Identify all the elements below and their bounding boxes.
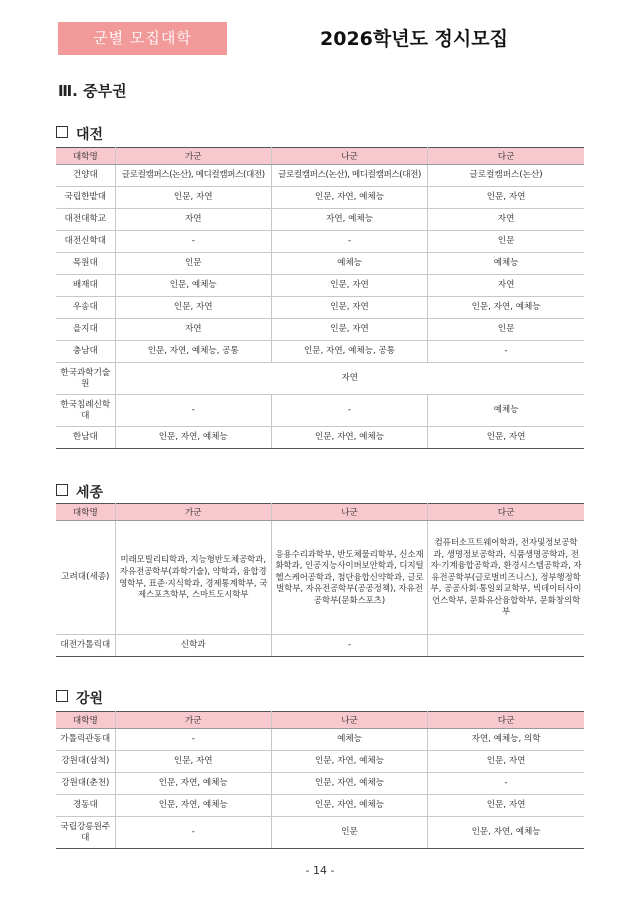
cell-da: 예체능 xyxy=(428,395,584,427)
univ-name: 고려대(세종) xyxy=(56,521,115,635)
cell-na: 자연, 예체능 xyxy=(271,209,427,231)
cell-ga: 신학과 xyxy=(115,635,271,657)
table-row xyxy=(56,729,584,751)
univ-name: 강원대(춘천) xyxy=(56,773,115,795)
univ-name: 한국과학기술원 xyxy=(56,363,115,395)
cell-na: 예체능 xyxy=(271,729,427,751)
cell-na: 글로컬캠퍼스(논산), 메디컬캠퍼스(대전) xyxy=(271,165,427,187)
table-row xyxy=(56,187,584,209)
table-daejeon xyxy=(56,147,584,449)
cell-ga: - xyxy=(115,395,271,427)
cell-ga: - xyxy=(115,729,271,751)
page-title: 2026학년도 정시모집 xyxy=(320,28,508,50)
univ-name: 충남대 xyxy=(56,341,115,363)
univ-name: 국립한밭대 xyxy=(56,187,115,209)
cell-na: - xyxy=(271,231,427,253)
table-row xyxy=(56,395,584,427)
table-row xyxy=(56,275,584,297)
univ-name: 우송대 xyxy=(56,297,115,319)
table-row xyxy=(56,363,584,395)
col-header-ga: 가군 xyxy=(115,712,271,729)
univ-name: 한국침례신학대 xyxy=(56,395,115,427)
cell-da: 인문, 자연, 예체능 xyxy=(428,817,584,849)
cell-da: - xyxy=(428,773,584,795)
cell-na: 응용수리과학부, 반도체물리학부, 신소재화학과, 인공지능사이버보안학과, 디지털헬스케어공학과, 첨단융합신약학과, 글로벌학부, 자유전공학부(공공정책), 자유전공학부(문화스포츠) xyxy=(271,521,427,635)
cell-na: 인문, 자연 xyxy=(271,275,427,297)
univ-name: 대전가톨릭대 xyxy=(56,635,115,657)
col-header-ga: 가군 xyxy=(115,504,271,521)
cell-na: 인문 xyxy=(271,817,427,849)
col-header-ga: 가군 xyxy=(115,148,271,165)
cell-da: 글로컬캠퍼스(논산) xyxy=(428,165,584,187)
table-row xyxy=(56,817,584,849)
cell-ga: 인문, 자연, 예체능, 공통 xyxy=(115,341,271,363)
cell-da: 인문 xyxy=(428,319,584,341)
cell-da: 자연 xyxy=(428,209,584,231)
checkbox-square-icon xyxy=(56,484,68,496)
univ-name: 국립강릉원주대 xyxy=(56,817,115,849)
cell-na: - xyxy=(271,635,427,657)
cell-da: 인문 xyxy=(428,231,584,253)
cell-ga: 글로컬캠퍼스(논산), 메디컬캠퍼스(대전) xyxy=(115,165,271,187)
cell-ga: - xyxy=(115,817,271,849)
cell-da: 자연 xyxy=(428,275,584,297)
checkbox-square-icon xyxy=(56,690,68,702)
col-header-univ: 대학명 xyxy=(56,712,115,729)
univ-name: 가톨릭관동대 xyxy=(56,729,115,751)
cell-na: - xyxy=(271,395,427,427)
cell-na: 인문, 자연, 예체능 xyxy=(271,187,427,209)
table-row xyxy=(56,319,584,341)
cell-na: 인문, 자연, 예체능 xyxy=(271,795,427,817)
cell-ga: 미래모빌리티학과, 지능형반도체공학과, 자유전공학부(과학기술), 약학과, 융합경영학부, 표준·지식학과, 경제통계학부, 국제스포츠학부, 스마트도시학부 xyxy=(115,521,271,635)
univ-name: 배재대 xyxy=(56,275,115,297)
cell-na: 인문, 자연, 예체능 xyxy=(271,427,427,449)
col-header-univ: 대학명 xyxy=(56,504,115,521)
col-header-na: 나군 xyxy=(271,148,427,165)
cell-ga: 인문, 자연 xyxy=(115,297,271,319)
cell-ga: 인문, 자연 xyxy=(115,751,271,773)
cell-na: 인문, 자연 xyxy=(271,319,427,341)
region-name: 세종 xyxy=(76,485,104,501)
table-row xyxy=(56,635,584,657)
cell-na: 인문, 자연 xyxy=(271,297,427,319)
table-row xyxy=(56,341,584,363)
univ-name: 목원대 xyxy=(56,253,115,275)
cell-da: 인문, 자연 xyxy=(428,187,584,209)
table-header-row xyxy=(56,148,584,165)
table-row xyxy=(56,521,584,635)
cell-ga: 인문, 자연, 예체능 xyxy=(115,795,271,817)
table-row xyxy=(56,427,584,449)
table-row xyxy=(56,209,584,231)
col-header-univ: 대학명 xyxy=(56,148,115,165)
univ-name: 한남대 xyxy=(56,427,115,449)
cell-merged: 자연 xyxy=(115,363,584,395)
region-name: 강원 xyxy=(76,691,104,707)
table-header-row xyxy=(56,712,584,729)
cell-na: 인문, 자연, 예체능, 공통 xyxy=(271,341,427,363)
cell-ga: 자연 xyxy=(115,209,271,231)
page-number: - 14 - xyxy=(305,864,335,877)
univ-name: 경동대 xyxy=(56,795,115,817)
region-heading-gangwon xyxy=(56,688,103,708)
col-header-na: 나군 xyxy=(271,712,427,729)
col-header-da: 다군 xyxy=(428,148,584,165)
cell-da xyxy=(428,635,584,657)
cell-ga: 인문, 자연, 예체능 xyxy=(115,773,271,795)
cell-ga: 인문, 예체능 xyxy=(115,275,271,297)
cell-da: 컴퓨터소프트웨어학과, 전자및정보공학과, 생명정보공학과, 식품생명공학과, 전자·기계융합공학과, 환경시스템공학과, 자유전공학부(글로벌비즈니스), 정부행정학부, 공공사회·통일외교학부, 빅데이터사이언스학부, 문화유산융합학부, 문화창의학부 xyxy=(428,521,584,635)
table-row xyxy=(56,231,584,253)
cell-da: 인문, 자연 xyxy=(428,427,584,449)
table-sejong xyxy=(56,503,584,657)
cell-da: 인문, 자연, 예체능 xyxy=(428,297,584,319)
header-badge: 군별 모집대학 xyxy=(58,22,227,55)
univ-name: 을지대 xyxy=(56,319,115,341)
cell-na: 인문, 자연, 예체능 xyxy=(271,773,427,795)
region-heading-daejeon xyxy=(56,124,103,144)
univ-name: 건양대 xyxy=(56,165,115,187)
col-header-na: 나군 xyxy=(271,504,427,521)
col-header-da: 다군 xyxy=(428,712,584,729)
table-row xyxy=(56,253,584,275)
region-name: 대전 xyxy=(76,127,104,143)
cell-da: 인문, 자연 xyxy=(428,795,584,817)
cell-na: 인문, 자연, 예체능 xyxy=(271,751,427,773)
cell-ga: 인문, 자연 xyxy=(115,187,271,209)
cell-ga: 인문, 자연, 예체능 xyxy=(115,427,271,449)
table-gangwon xyxy=(56,711,584,849)
univ-name: 대전대학교 xyxy=(56,209,115,231)
cell-ga: - xyxy=(115,231,271,253)
cell-ga: 인문 xyxy=(115,253,271,275)
region-heading-sejong xyxy=(56,482,103,502)
checkbox-square-icon xyxy=(56,126,68,138)
cell-da: 인문, 자연 xyxy=(428,751,584,773)
univ-name: 대전신학대 xyxy=(56,231,115,253)
cell-da: 자연, 예체능, 의학 xyxy=(428,729,584,751)
cell-ga: 자연 xyxy=(115,319,271,341)
univ-name: 강원대(삼척) xyxy=(56,751,115,773)
table-row xyxy=(56,751,584,773)
section-title: Ⅲ. 중부권 xyxy=(58,82,127,100)
table-row xyxy=(56,297,584,319)
table-header-row xyxy=(56,504,584,521)
col-header-da: 다군 xyxy=(428,504,584,521)
table-row xyxy=(56,165,584,187)
table-row xyxy=(56,795,584,817)
cell-na: 예체능 xyxy=(271,253,427,275)
cell-da: - xyxy=(428,341,584,363)
table-row xyxy=(56,773,584,795)
cell-da: 예체능 xyxy=(428,253,584,275)
